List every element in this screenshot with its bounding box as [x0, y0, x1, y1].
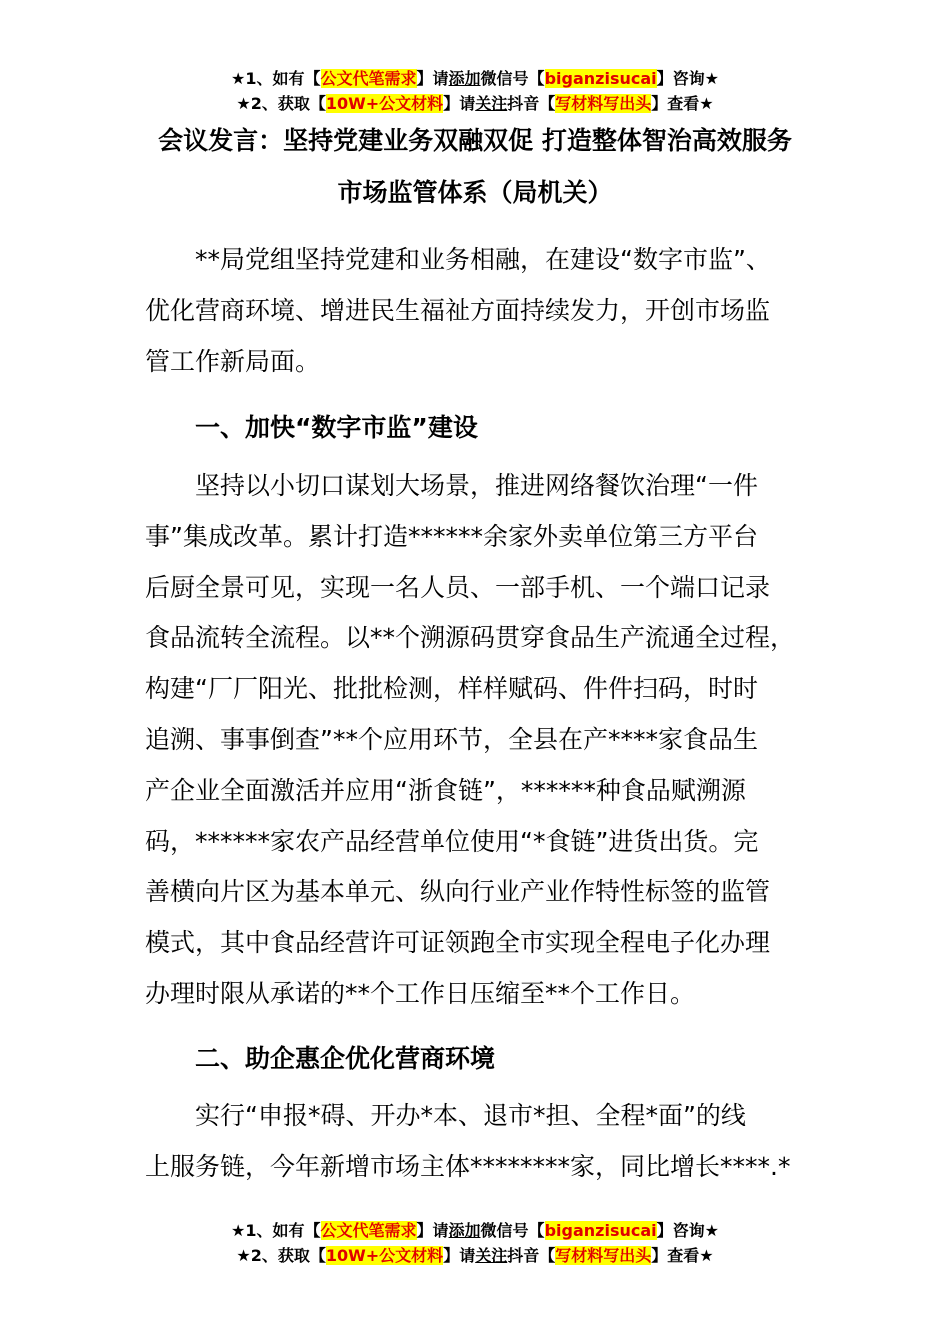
banner-line-1: ★1、如有【公文代笔需求】请添加微信号【biganzisucai】咨询★ [231, 69, 719, 88]
banner-highlight-materials: 10W+公文材料 [325, 94, 444, 113]
banner-highlight-materials: 10W+公文材料 [325, 1246, 444, 1265]
section-1-line: 办理时限从承诺的**个工作日压缩至**个工作日。 [145, 978, 696, 1008]
section-1-line: 追溯、事事倒查”**个应用环节，全县在产****家食品生 [145, 724, 758, 754]
section-1-line: 模式，其中食品经营许可证领跑全市实现全程电子化办理 [145, 928, 771, 958]
top-banner [0, 66, 950, 116]
section-1-line: 构建“厂厂阳光、批批检测，样样赋码、件件扫码，时时 [145, 674, 758, 704]
intro-line: 管工作新局面。 [145, 346, 321, 376]
document-title-line-2: 市场监管体系（局机关） [337, 178, 613, 207]
section-2-line: 上服务链，今年新增市场主体********家，同比增长****.* [145, 1151, 791, 1181]
section-2-heading: 二、助企惠企优化营商环境 [195, 1044, 496, 1073]
intro-line: 优化营商环境、增进民生福祉方面持续发力，开创市场监 [145, 295, 771, 325]
section-1-heading: 一、加快“数字市监”建设 [195, 413, 478, 442]
banner-highlight-service: 公文代笔需求 [320, 1221, 417, 1240]
section-1-line: 事”集成改革。累计打造******余家外卖单位第三方平台 [145, 521, 758, 551]
banner-line-2: ★2、获取【10W+公文材料】请关注抖音【写材料写出头】查看★ [236, 1246, 714, 1265]
banner-highlight-wechat: biganzisucai [544, 1221, 657, 1240]
bottom-banner [0, 1218, 950, 1268]
section-1-body [145, 461, 835, 1020]
banner-highlight-service: 公文代笔需求 [320, 69, 417, 88]
section-1-line: 善横向片区为基本单元、纵向行业产业作特性标签的监管 [145, 877, 771, 907]
section-2-body [145, 1091, 835, 1193]
banner-line-1: ★1、如有【公文代笔需求】请添加微信号【biganzisucai】咨询★ [231, 1221, 719, 1240]
banner-highlight-douyin: 写材料写出头 [555, 1246, 652, 1265]
section-1-line: 后厨全景可见，实现一名人员、一部手机、一个端口记录 [145, 572, 771, 602]
section-1-line: 产企业全面激活并应用“浙食链”，******种食品赋溯源 [145, 775, 746, 805]
intro-line: **局党组坚持党建和业务相融，在建设“数字市监”、 [195, 245, 771, 274]
banner-line-2: ★2、获取【10W+公文材料】请关注抖音【写材料写出头】查看★ [236, 94, 714, 113]
section-2-line: 实行“申报*碍、开办*本、退市*担、全程*面”的线 [195, 1101, 746, 1130]
banner-highlight-wechat: biganzisucai [544, 69, 657, 88]
section-1-line: 食品流转全流程。以**个溯源码贯穿食品生产流通全过程， [145, 623, 796, 653]
intro-paragraph [145, 235, 835, 387]
banner-highlight-douyin: 写材料写出头 [555, 94, 652, 113]
section-1-line: 码，******家农产品经营单位使用“*食链”进货出货。完 [145, 826, 759, 856]
document-title-line-1: 会议发言：坚持党建业务双融双促 打造整体智治高效服务 [158, 126, 792, 155]
section-1-line: 坚持以小切口谋划大场景，推进网络餐饮治理“一件 [195, 471, 758, 500]
